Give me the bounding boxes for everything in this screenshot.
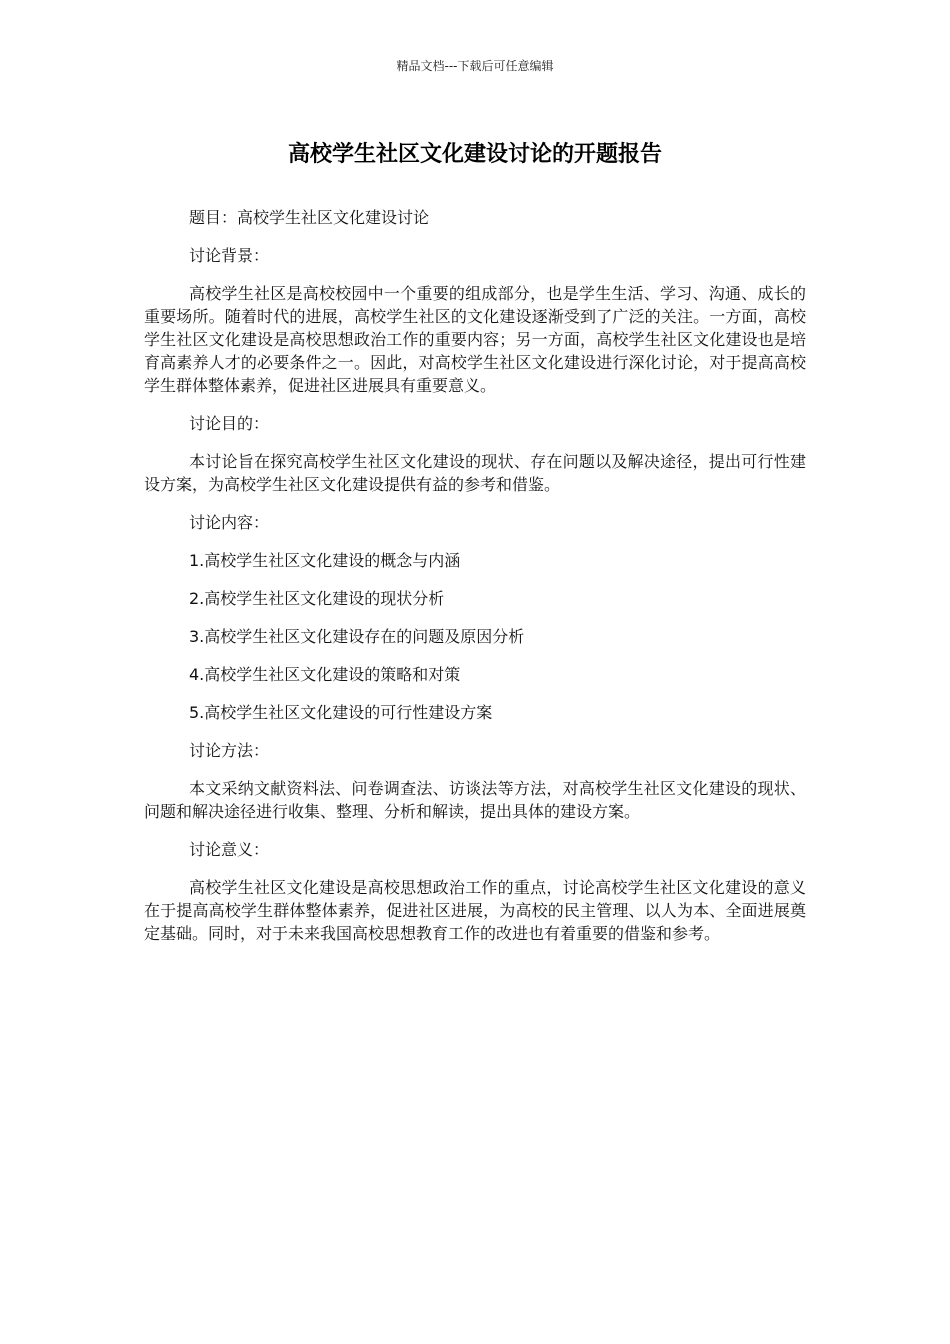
purpose-heading: 讨论目的： bbox=[189, 414, 270, 433]
method-paragraph: 本文采纳文献资料法、问卷调查法、访谈法等方法，对高校学生社区文化建设的现状、问题和解决途径进行收集、整理、分析和解读，提出具体的建设方案。 bbox=[144, 779, 806, 821]
content-heading: 讨论内容： bbox=[189, 513, 270, 532]
topic-line: 题目：高校学生社区文化建设讨论 bbox=[189, 208, 430, 227]
content-list-item: 5.高校学生社区文化建设的可行性建设方案 bbox=[189, 703, 493, 722]
method-heading: 讨论方法： bbox=[189, 741, 270, 760]
significance-paragraph: 高校学生社区文化建设是高校思想政治工作的重点，讨论高校学生社区文化建设的意义在于提高高校学生群体整体素养，促进社区进展，为高校的民主管理、以人为本、全面进展奠定基础。同时，对于未来我国高校思想教育工作的改进也有着重要的借鉴和参考。 bbox=[144, 878, 806, 943]
content-list-item: 4.高校学生社区文化建设的策略和对策 bbox=[189, 665, 461, 684]
content-list-item: 3.高校学生社区文化建设存在的问题及原因分析 bbox=[189, 627, 525, 646]
purpose-paragraph: 本讨论旨在探究高校学生社区文化建设的现状、存在问题以及解决途径，提出可行性建设方案，为高校学生社区文化建设提供有益的参考和借鉴。 bbox=[144, 452, 806, 494]
document-title: 高校学生社区文化建设讨论的开题报告 bbox=[287, 142, 662, 167]
background-paragraph: 高校学生社区是高校校园中一个重要的组成部分，也是学生生活、学习、沟通、成长的重要场所。随着时代的进展，高校学生社区的文化建设逐渐受到了广泛的关注。一方面，高校学生社区文化建设是高校思想政治工作的重要内容；另一方面，高校学生社区文化建设也是培育高素养人才的必要条件之一。因此，对高校学生社区文化建设进行深化讨论，对于提高高校学生群体整体素养，促进社区进展具有重要意义。 bbox=[144, 284, 806, 395]
significance-heading: 讨论意义： bbox=[189, 840, 270, 859]
content-list-item: 2.高校学生社区文化建设的现状分析 bbox=[189, 589, 445, 608]
page-header-note: 精品文档---下载后可任意编辑 bbox=[396, 59, 554, 73]
document-body bbox=[144, 206, 806, 960]
content-list-item: 1.高校学生社区文化建设的概念与内涵 bbox=[189, 551, 461, 570]
background-heading: 讨论背景： bbox=[189, 246, 270, 265]
